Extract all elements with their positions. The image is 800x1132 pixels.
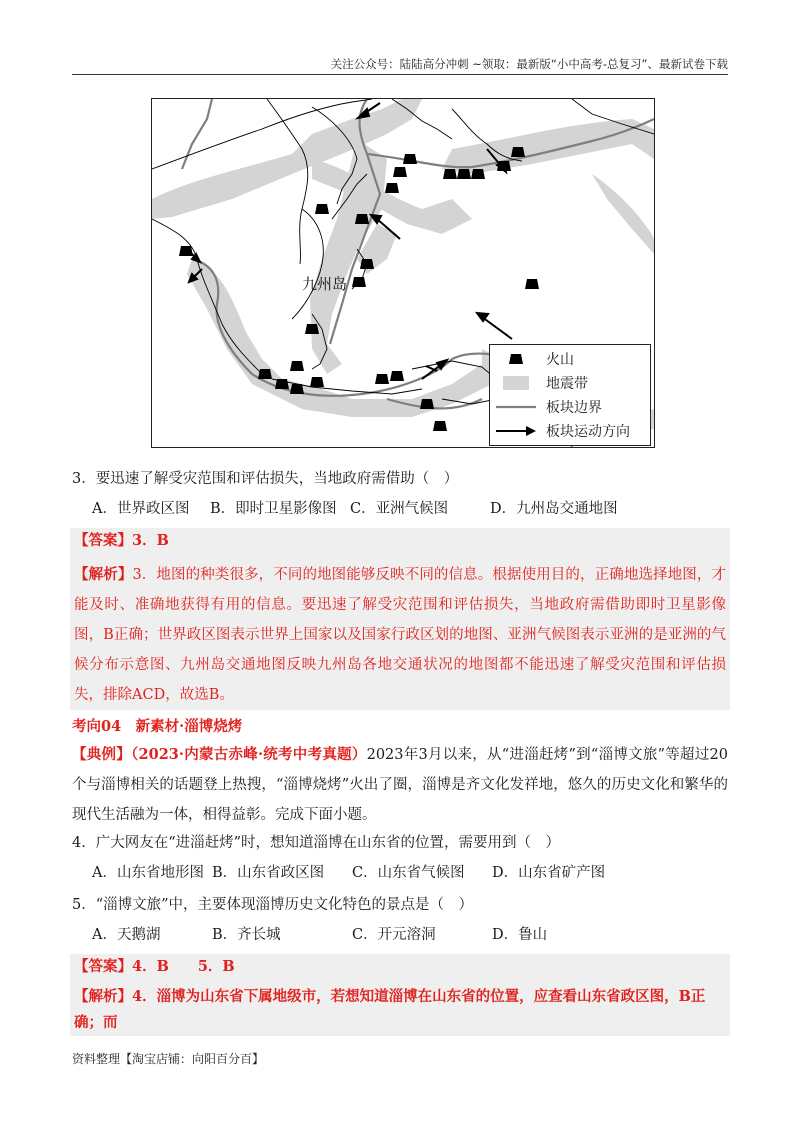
option-c: C．开元溶洞 — [352, 927, 436, 943]
example-tag: 【典例】 — [72, 746, 132, 763]
seismic-belt-icon — [490, 376, 542, 390]
footer-text: 资料整理【淘宝店铺：向阳百分百】 — [72, 1052, 265, 1066]
option-d: D．九州岛交通地图 — [490, 501, 618, 517]
legend-row-boundary — [490, 395, 650, 419]
plate-boundary-icon — [490, 404, 542, 410]
legend-label: 板块边界 — [546, 400, 602, 416]
option-c: C．山东省气候图 — [352, 865, 465, 881]
option-b: B．齐长城 — [212, 927, 281, 943]
option-b: B．山东省政区图 — [212, 865, 325, 881]
legend-label: 地震带 — [546, 376, 588, 392]
analysis-tag: 【解析】 — [74, 566, 133, 583]
answer-tag: 【答案】 — [74, 958, 132, 975]
question-5-stem: 5．“淄博文旅”中，主要体现淄博历史文化特色的景点是（ ） — [72, 897, 474, 913]
map-legend — [489, 344, 651, 446]
question-content — [72, 466, 728, 1036]
section-title: 考向04 新素材·淄博烧烤 — [72, 718, 243, 735]
page-header — [72, 56, 728, 75]
example-source: （2023·内蒙古赤峰·统考中考真题） — [131, 746, 367, 763]
option-d: D．鲁山 — [492, 927, 548, 943]
answer-block-1 — [70, 528, 730, 710]
arrow-icon — [490, 426, 542, 436]
analysis-tag: 【解析】 — [74, 988, 132, 1005]
answer-value: 4．B 5．B — [132, 958, 235, 975]
answer-tag: 【答案】 — [74, 532, 132, 549]
header-text: 关注公众号：陆陆高分冲刺 ~领取：最新版“小中高考-总复习”、最新试卷下载 — [330, 57, 728, 71]
volcano-icon — [490, 354, 542, 364]
legend-row-seismic — [490, 371, 650, 395]
analysis-text: 4．淄博为山东省下属地级市，若想知道淄博在山东省的位置，应查看山东省政区图，B正确；而 — [74, 988, 706, 1031]
legend-row-volcano — [490, 347, 650, 371]
option-a: A．天鹅湖 — [92, 927, 161, 943]
legend-label: 板块运动方向 — [546, 424, 630, 440]
answer-block-2 — [70, 954, 730, 1036]
analysis-text: 3．地图的种类很多，不同的地图能够反映不同的信息。根据使用目的，正确地选择地图，才能及时、准确地获得有用的信息。要迅速了解受灾范围和评估损失，当地政府需借助即时卫星影像图，B正确；世界政区图表示世界上国家以及国家行政区划的地图、亚洲气候图表示亚洲的是亚洲的气候分布示意图、九州岛交通地图反映九州岛各地交通状况的地图都不能迅速了解受灾范围和评估损失，排除ACD，故选B。 — [74, 567, 726, 703]
island-label: 九州岛 — [302, 275, 348, 293]
question-3-options — [72, 496, 728, 522]
legend-label: 火山 — [546, 352, 574, 368]
page-footer — [72, 1050, 264, 1067]
option-a: A．世界政区图 — [92, 501, 190, 517]
question-4-stem: 4．广大网友在“进淄赶烤”时，想知道淄博在山东省的位置，需要用到（ ） — [72, 835, 561, 851]
question-4-options — [72, 860, 728, 886]
question-3-stem: 3．要迅速了解受灾范围和评估损失，当地政府需借助（ ） — [72, 471, 459, 487]
question-5-options — [72, 922, 728, 948]
example-block — [72, 740, 728, 830]
legend-row-arrow — [490, 419, 650, 443]
example-text: 2023年3月以来，从“进淄赶烤”到“淄博文旅”等超过20个与淄博相关的话题登上热搜，“淄博烧烤”火出了圈，淄博是齐文化发祥地，悠久的历史文化和繁华的现代生活融为一体，相得益彰。完成下面小题。 — [72, 747, 728, 823]
option-d: D．山东省矿产图 — [492, 865, 606, 881]
option-b: B．即时卫星影像图 — [210, 501, 337, 517]
option-a: A．山东省地形图 — [92, 865, 204, 881]
option-c: C．亚洲气候图 — [350, 501, 449, 517]
answer-value: 3．B — [132, 532, 169, 549]
